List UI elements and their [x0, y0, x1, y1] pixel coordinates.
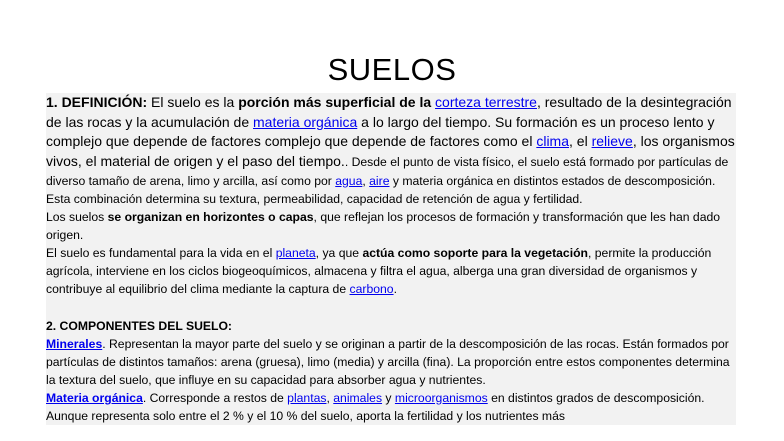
- horizons-paragraph: Los suelos se organizan en horizontes o capas, que reflejan los procesos de formación y transformación que les han dado origen.: [46, 209, 721, 242]
- link-relieve[interactable]: relieve: [591, 133, 633, 150]
- link-materia-organica[interactable]: materia orgánica: [253, 113, 358, 130]
- document-body: [46, 93, 736, 425]
- importance-paragraph: El suelo es fundamental para la vida en el planeta, ya que actúa como soporte para la vegetación, permite la producción agrícola, interviene en los ciclos biogeoquímicos, almacena y filtra el agua, alberga una gran diversidad de organismos y contribuye al equilibrio del clima mediante la captura de carbono.: [46, 245, 712, 296]
- section-heading-componentes: 2. COMPONENTES DEL SUELO:: [46, 318, 232, 333]
- link-agua[interactable]: agua: [335, 173, 363, 188]
- link-corteza-terrestre[interactable]: corteza terrestre: [435, 94, 537, 110]
- link-aire[interactable]: aire: [369, 173, 390, 188]
- link-planeta[interactable]: planeta: [275, 245, 316, 260]
- link-carbono[interactable]: carbono: [349, 281, 394, 296]
- definition-paragraph: 1. DEFINICIÓN: El suelo es la porción más superficial de la corteza terrestre, resultado de la desintegración de las rocas y la acumulación de materia orgánica a lo largo del tiempo. Su formación es un proceso lento y complejo que depende de factores complejo que depende de factores como el clima, el relieve, los organismos vivos, el material de origen y el paso del tiempo.. Desde el punto de vista físico, el suelo está formado por partículas de diverso tamaño de arena, limo y arcilla, así como por agua, aire y materia orgánica en distintos estados de descomposición. Esta combinación determina su textura, permeabilidad, capacidad de retención de agua y fertilidad.: [46, 94, 735, 206]
- link-microorganismos[interactable]: microorganismos: [394, 390, 488, 405]
- link-minerales[interactable]: Minerales: [46, 336, 103, 351]
- paragraph-spacer: [46, 298, 736, 317]
- page-title: SUELOS: [327, 52, 457, 87]
- link-materia-organica-heading[interactable]: Materia orgánica: [46, 390, 143, 405]
- section-heading-definicion: 1. DEFINICIÓN:: [46, 94, 148, 110]
- materia-organica-paragraph: Materia orgánica. Corresponde a restos de plantas, animales y microorganismos en distintos grados de descomposición. Aunque representa solo entre el 2 % y el 10 % del suelo, aporta la fertilidad y los nutrientes más: [46, 390, 705, 423]
- link-animales[interactable]: animales: [333, 390, 383, 405]
- minerales-paragraph: Minerales. Representan la mayor parte del suelo y se originan a partir de la descomposición de las rocas. Están formados por partículas de distintos tamaños: arena (gruesa), limo (media) y arcilla (fina). La proporción entre estos componentes determina la textura del suelo, que influye en su capacidad para absorber agua y nutrientes.: [46, 336, 730, 387]
- link-clima[interactable]: clima: [536, 133, 569, 150]
- link-plantas[interactable]: plantas: [287, 390, 327, 405]
